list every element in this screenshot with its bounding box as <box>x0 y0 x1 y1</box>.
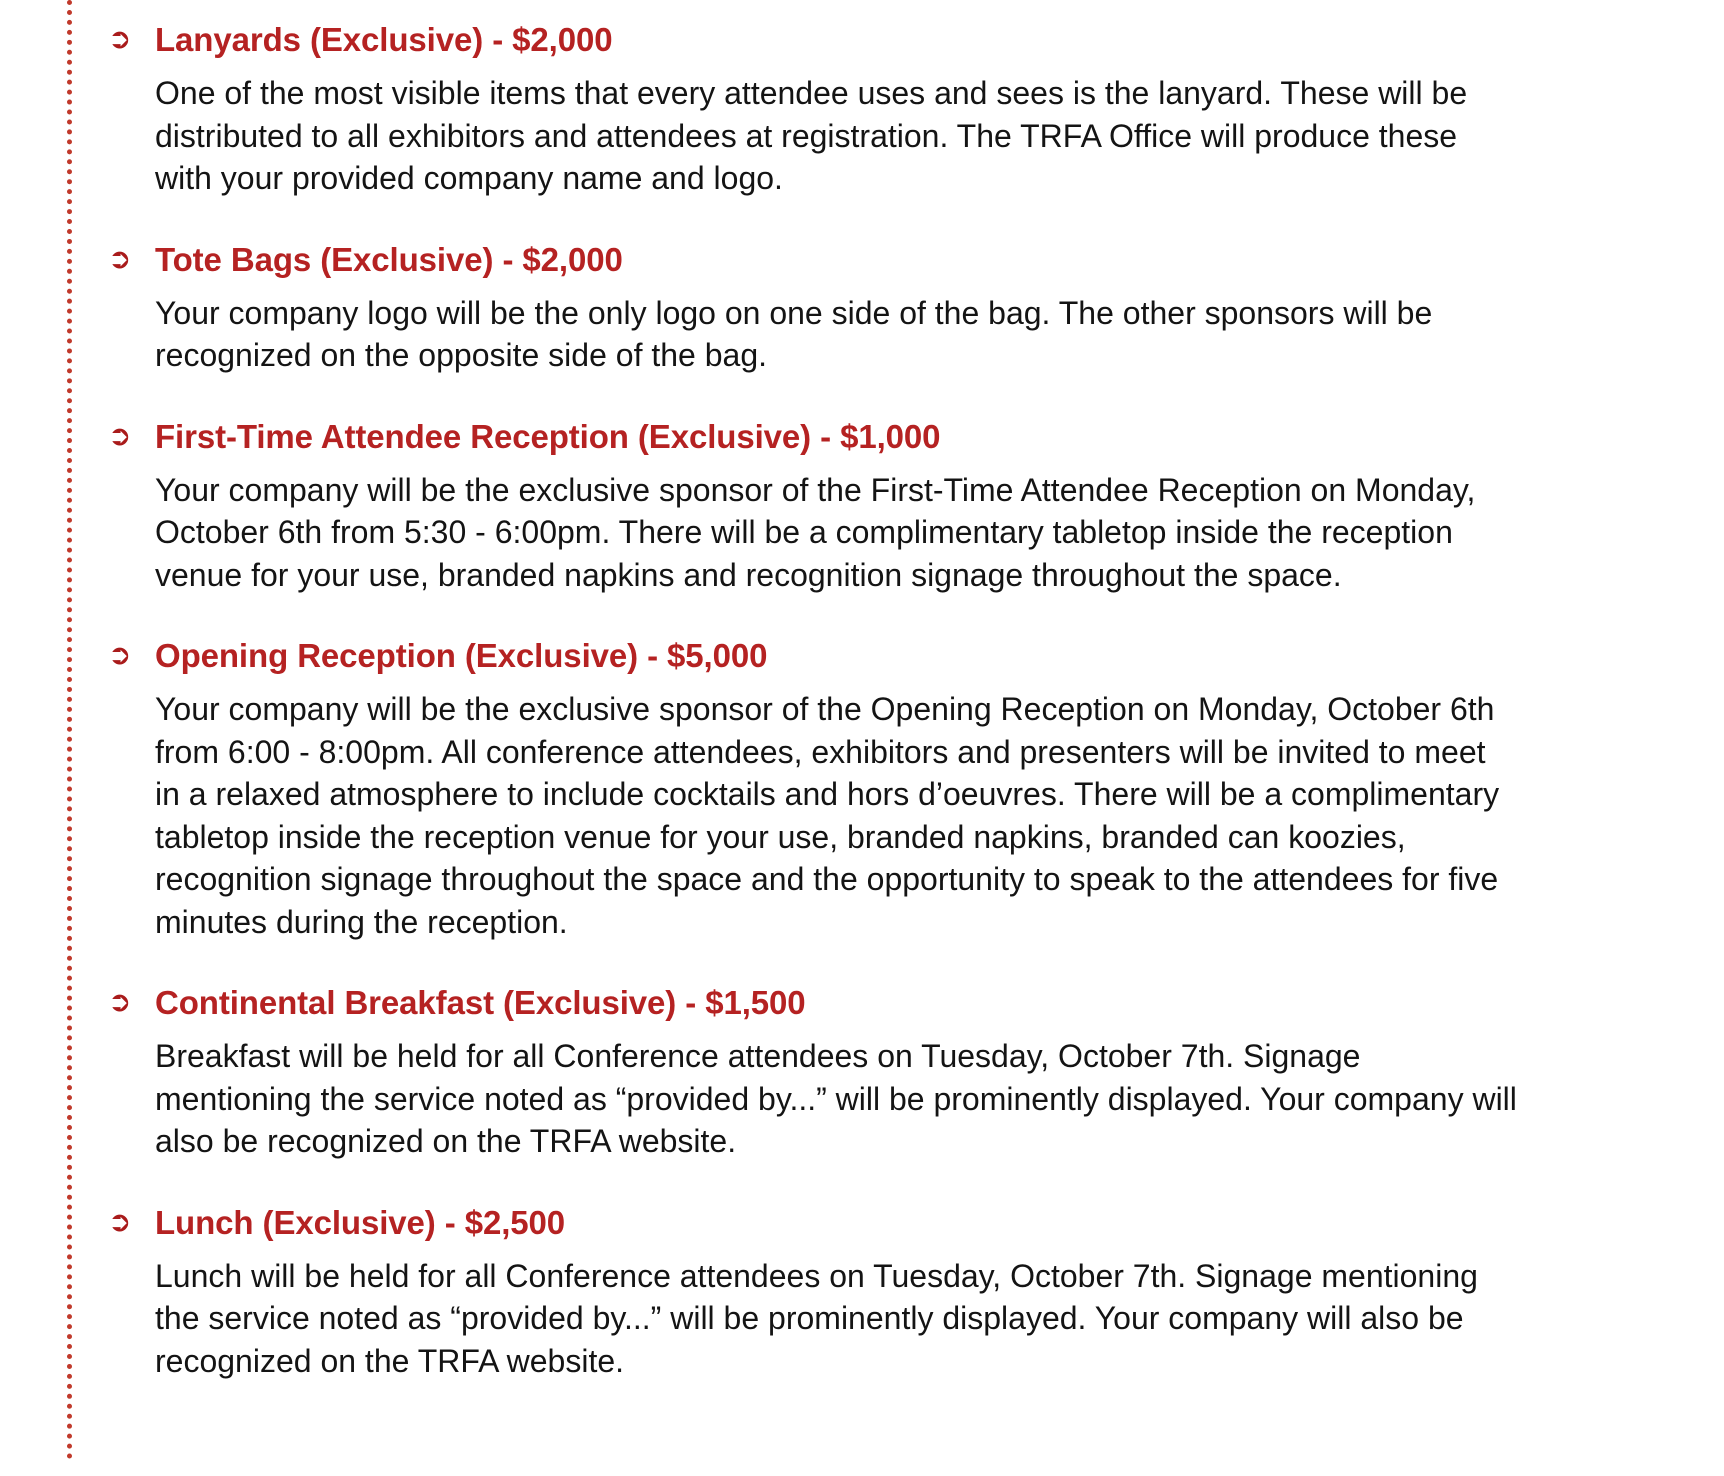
item-description: Your company will be the exclusive sponsor of the First-Time Attendee Reception on Monday, October 6th from 5:30 - 6:00pm. There will be a complimentary tabletop inside the reception venue for your use, branded napkins and recognition signage throughout the space. <box>155 471 1476 593</box>
circled-right-arrow-icon: ➲ <box>108 1204 132 1238</box>
circled-right-arrow-icon: ➲ <box>108 985 132 1018</box>
item-title: Continental Breakfast (Exclusive) - $1,500 <box>155 984 806 1021</box>
sponsorship-item-first-time-attendee-reception <box>108 413 1668 597</box>
sponsorship-item-continental-breakfast <box>108 979 1668 1163</box>
item-heading <box>108 413 1668 461</box>
item-heading <box>108 1199 1668 1247</box>
sponsorship-item-lunch <box>108 1199 1668 1383</box>
item-heading <box>108 632 1668 680</box>
circled-right-arrow-icon: ➲ <box>108 638 132 671</box>
item-description: Your company will be the exclusive sponsor of the Opening Reception on Monday, October 6th from 6:00 - 8:00pm. All conference attendees, exhibitors and presenters will be invited to meet in a relaxed atmosphere to include cocktails and hors d’oeuvres. There will be a complimentary tabletop inside the reception venue for your use, branded napkins, branded can koozies, recognition signage throughout the space and the opportunity to speak to the attendees for five minutes during the reception. <box>155 691 1500 940</box>
sponsorship-item-opening-reception <box>108 632 1668 943</box>
circled-right-arrow-icon: ➲ <box>108 418 132 452</box>
item-description: Breakfast will be held for all Conference attendees on Tuesday, October 7th. Signage mentioning the service noted as “provided by...” will be prominently displayed. Your company will also be recognized on the TRFA website. <box>155 1038 1517 1159</box>
circled-right-arrow-icon: ➲ <box>108 22 132 55</box>
sponsorship-item-tote-bags <box>108 236 1668 377</box>
item-title: First-Time Attendee Reception (Exclusive) - $1,000 <box>155 417 941 455</box>
dotted-margin-rule <box>67 0 72 1460</box>
item-description: One of the most visible items that every attendee uses and sees is the lanyard. These will be distributed to all exhibitors and attendees at registration. The TRFA Office will produce these with your provided company name and logo. <box>155 75 1468 196</box>
circled-right-arrow-icon: ➲ <box>108 241 132 275</box>
item-description: Your company logo will be the only logo on one side of the bag. The other sponsors will be recognized on the opposite side of the bag. <box>155 294 1433 373</box>
item-title: Opening Reception (Exclusive) - $5,000 <box>155 637 768 674</box>
item-title: Tote Bags (Exclusive) - $2,000 <box>155 240 623 278</box>
item-title: Lanyards (Exclusive) - $2,000 <box>155 21 613 58</box>
sponsorship-list <box>108 16 1668 1418</box>
item-description: Lunch will be held for all Conference attendees on Tuesday, October 7th. Signage mentioning the service noted as “provided by...” will be prominently displayed. Your company will also be recognized on the TRFA website. <box>155 1257 1478 1379</box>
item-heading <box>108 979 1668 1027</box>
sponsorship-item-lanyards <box>108 16 1668 200</box>
item-heading <box>108 16 1668 64</box>
item-title: Lunch (Exclusive) - $2,500 <box>155 1203 566 1241</box>
item-heading <box>108 236 1668 284</box>
